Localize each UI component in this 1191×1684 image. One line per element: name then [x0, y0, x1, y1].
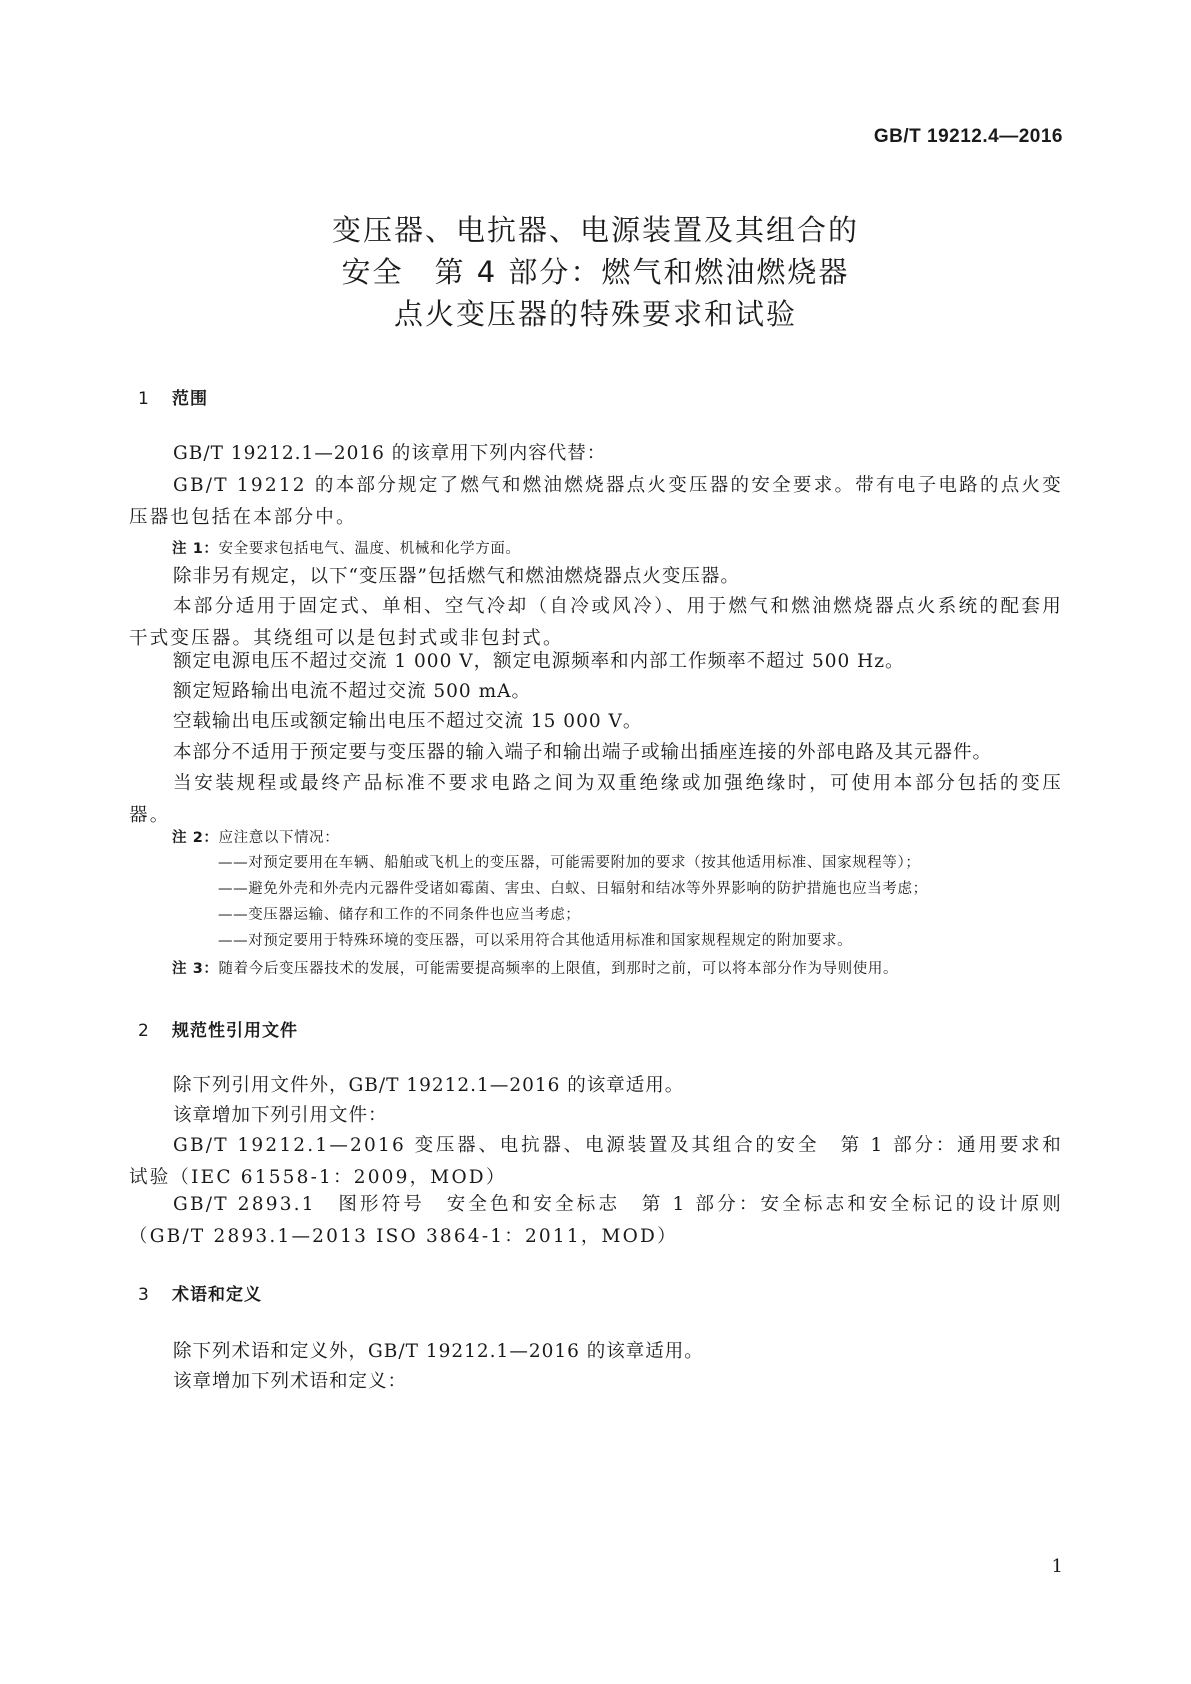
standard-code: GB/T 19212.4—2016 [873, 126, 1063, 147]
section-3-number: 3 [138, 1285, 150, 1305]
note-3-text: 随着今后变压器技术的发展，可能需要提高频率的上限值，到那时之前，可以将本部分作为导则使用。 [218, 961, 899, 977]
note-2-item: ——变压器运输、储存和工作的不同条件也应当考虑； [218, 907, 581, 923]
section-3-paragraph-1: 除下列术语和定义外，GB/T 19212.1—2016 的该章适用。 [173, 1341, 704, 1362]
note-3-label: 注 3： [172, 961, 219, 977]
section-1-heading [138, 384, 208, 409]
note-3 [172, 957, 1072, 981]
section-3-heading [138, 1280, 262, 1305]
section-3-title: 术语和定义 [172, 1285, 262, 1305]
note-2-item: ——避免外壳和外壳内元器件受诸如霉菌、害虫、白蚁、日辐射和结冰等外界影响的防护措施也应当考虑； [218, 881, 928, 897]
section-2-title: 规范性引用文件 [172, 1021, 298, 1041]
section-1-paragraph-6: 额定短路输出电流不超过交流 500 mA。 [173, 681, 531, 702]
section-1-paragraph-7: 空载输出电压或额定输出电压不超过交流 15 000 V。 [173, 711, 643, 732]
document-title-line-2: 安全 第 4 部分：燃气和燃油燃烧器 [341, 255, 850, 289]
section-1-paragraph-2: GB/T 19212 的本部分规定了燃气和燃油燃烧器点火变压器的安全要求。带有电子电路的点火变压器也包括在本部分中。 [129, 475, 1063, 528]
section-2-reference-1: GB/T 19212.1—2016 变压器、电抗器、电源装置及其组合的安全 第 1 部分：通用要求和试验（IEC 61558-1：2009，MOD） [129, 1135, 1063, 1188]
section-2-reference-2: GB/T 2893.1 图形符号 安全色和安全标志 第 1 部分：安全标志和安全标记的设计原则（GB/T 2893.1—2013 ISO 3864-1：2011，MOD） [129, 1194, 1063, 1247]
section-1-paragraph-1: GB/T 19212.1—2016 的该章用下列内容代替： [173, 443, 607, 464]
section-2-heading [138, 1016, 298, 1041]
section-1-number: 1 [138, 389, 150, 409]
note-2-item: ——对预定要用于特殊环境的变压器，可以采用符合其他适用标准和国家规程规定的附加要求。 [218, 933, 853, 949]
section-1-title: 范围 [172, 389, 208, 409]
note-2 [172, 826, 1072, 850]
section-2-paragraph-2: 该章增加下列引用文件： [173, 1105, 388, 1126]
note-2-item: ——对预定要用在车辆、船舶或飞机上的变压器，可能需要附加的要求（按其他适用标准、国家规程等）； [218, 855, 921, 871]
section-1-paragraph-4: 本部分适用于固定式、单相、空气冷却（自冷或风冷）、用于燃气和燃油燃烧器点火系统的配套用干式变压器。其绕组可以是包封式或非包封式。 [129, 596, 1063, 649]
note-1 [172, 537, 1072, 561]
section-1-paragraph-9: 当安装规程或最终产品标准不要求电路之间为双重绝缘或加强绝缘时，可使用本部分包括的变压器。 [129, 773, 1063, 826]
section-2-paragraph-1: 除下列引用文件外，GB/T 19212.1—2016 的该章适用。 [173, 1075, 685, 1096]
section-3-paragraph-2: 该章增加下列术语和定义： [173, 1371, 408, 1392]
page-number: 1 [1051, 1556, 1063, 1577]
document-title-line-1: 变压器、电抗器、电源装置及其组合的 [331, 213, 859, 247]
section-1-paragraph-5: 额定电源电压不超过交流 1 000 V，额定电源频率和内部工作频率不超过 500 Hz。 [173, 651, 905, 672]
document-title-line-3: 点火变压器的特殊要求和试验 [393, 297, 797, 331]
note-2-label: 注 2： [172, 830, 219, 846]
section-2-number: 2 [138, 1021, 150, 1041]
section-1-paragraph-8: 本部分不适用于预定要与变压器的输入端子和输出端子或输出插座连接的外部电路及其元器件。 [173, 742, 993, 763]
note-1-label: 注 1： [172, 541, 219, 557]
note-1-text: 安全要求包括电气、温度、机械和化学方面。 [218, 541, 521, 557]
note-2-text: 应注意以下情况： [218, 830, 340, 846]
section-1-paragraph-3: 除非另有规定，以下“变压器”包括燃气和燃油燃烧器点火变压器。 [173, 566, 740, 587]
